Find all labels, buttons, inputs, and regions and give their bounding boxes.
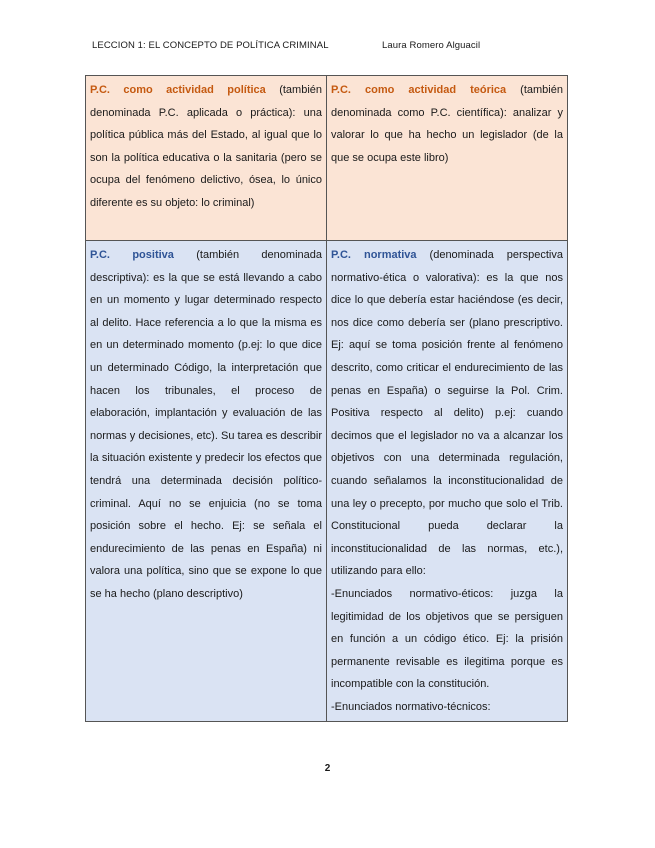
cell-pc-positiva (86, 241, 327, 722)
header-lesson-title: LECCION 1: EL CONCEPTO DE POLÍTICA CRIMINAL (92, 40, 329, 51)
page-number: 2 (324, 763, 331, 774)
cell-text: (denominada perspectiva normativo-ética o valorativa): es la que nos dice lo que debería estar haciéndose (es decir, nos dice como debería ser (plano prescriptivo. Ej: aquí se toma posición frente al fenómeno descrito, como criticar el endurecimiento de las penas en España) o seguirse la Pol. Crim. Positiva respecto al delito) p.ej: cuando decimos que el legislador no va a alcanzar los objetivos con una determinada regulación, cuando señalamos la inconstitucionalidad de una ley o precepto, por mucho que solo el Trib. Constitucional pueda declarar la inconstitucionalidad de las normas, etc.), utilizando para ello: (331, 249, 563, 578)
cell-title: P.C. positiva (90, 249, 174, 261)
cell-pc-teorica (327, 76, 568, 241)
cell-title: P.C. normativa (331, 249, 417, 261)
cell-pc-normativa (327, 241, 568, 722)
cell-pc-politica (86, 76, 327, 241)
header-author: Laura Romero Alguacil (382, 40, 481, 51)
concept-table (85, 75, 568, 722)
table-row (86, 241, 568, 722)
list-item: -Enunciados normativo-técnicos: (331, 700, 491, 713)
cell-title: P.C. como actividad política (90, 84, 266, 96)
cell-paragraph (331, 244, 563, 583)
cell-text: (también denominada como P.C. científica): analizar y valorar lo que ha hecho un legislador (de la que se ocupa este libro) (331, 84, 563, 164)
cell-title: P.C. como actividad teórica (331, 84, 507, 96)
cell-text: (también denominada P.C. aplicada o práctica): una política pública más del Estado, al igual que lo son la política educativa o la sanitaria (pero se ocupa del fenómeno delictivo, ósea, lo único diferente es su objeto: lo criminal) (90, 84, 323, 209)
cell-text: (también denominada descriptiva): es la que se está llevando a cabo en un momento y lugar determinado respecto al delito. Hace referencia a lo que la misma es en un determinado momento (p.ej: lo que dice un determinado Código, la interpretación que hacen los tribunales, el proceso de elaboración, implantación y evaluación de las normas y decisiones, etc). Su tarea es describir la situación existente y predecir los efectos que tendrá una determinada decisión político- criminal. Aquí no se enjuicia (no se toma posición sobre el hecho. Ej: se señala el endurecimiento de las penas en España) ni valora una política, sino que se expone lo que se ha hecho (plano descriptivo) (90, 249, 322, 600)
table-row (86, 76, 568, 241)
list-item: -Enunciados normativo-éticos: juzga la legitimidad de los objetivos que se persiguen en función a un código ético. Ej: la prisión permanente revisable es ilegitima porque es incompatible con la constitución. (331, 587, 563, 691)
